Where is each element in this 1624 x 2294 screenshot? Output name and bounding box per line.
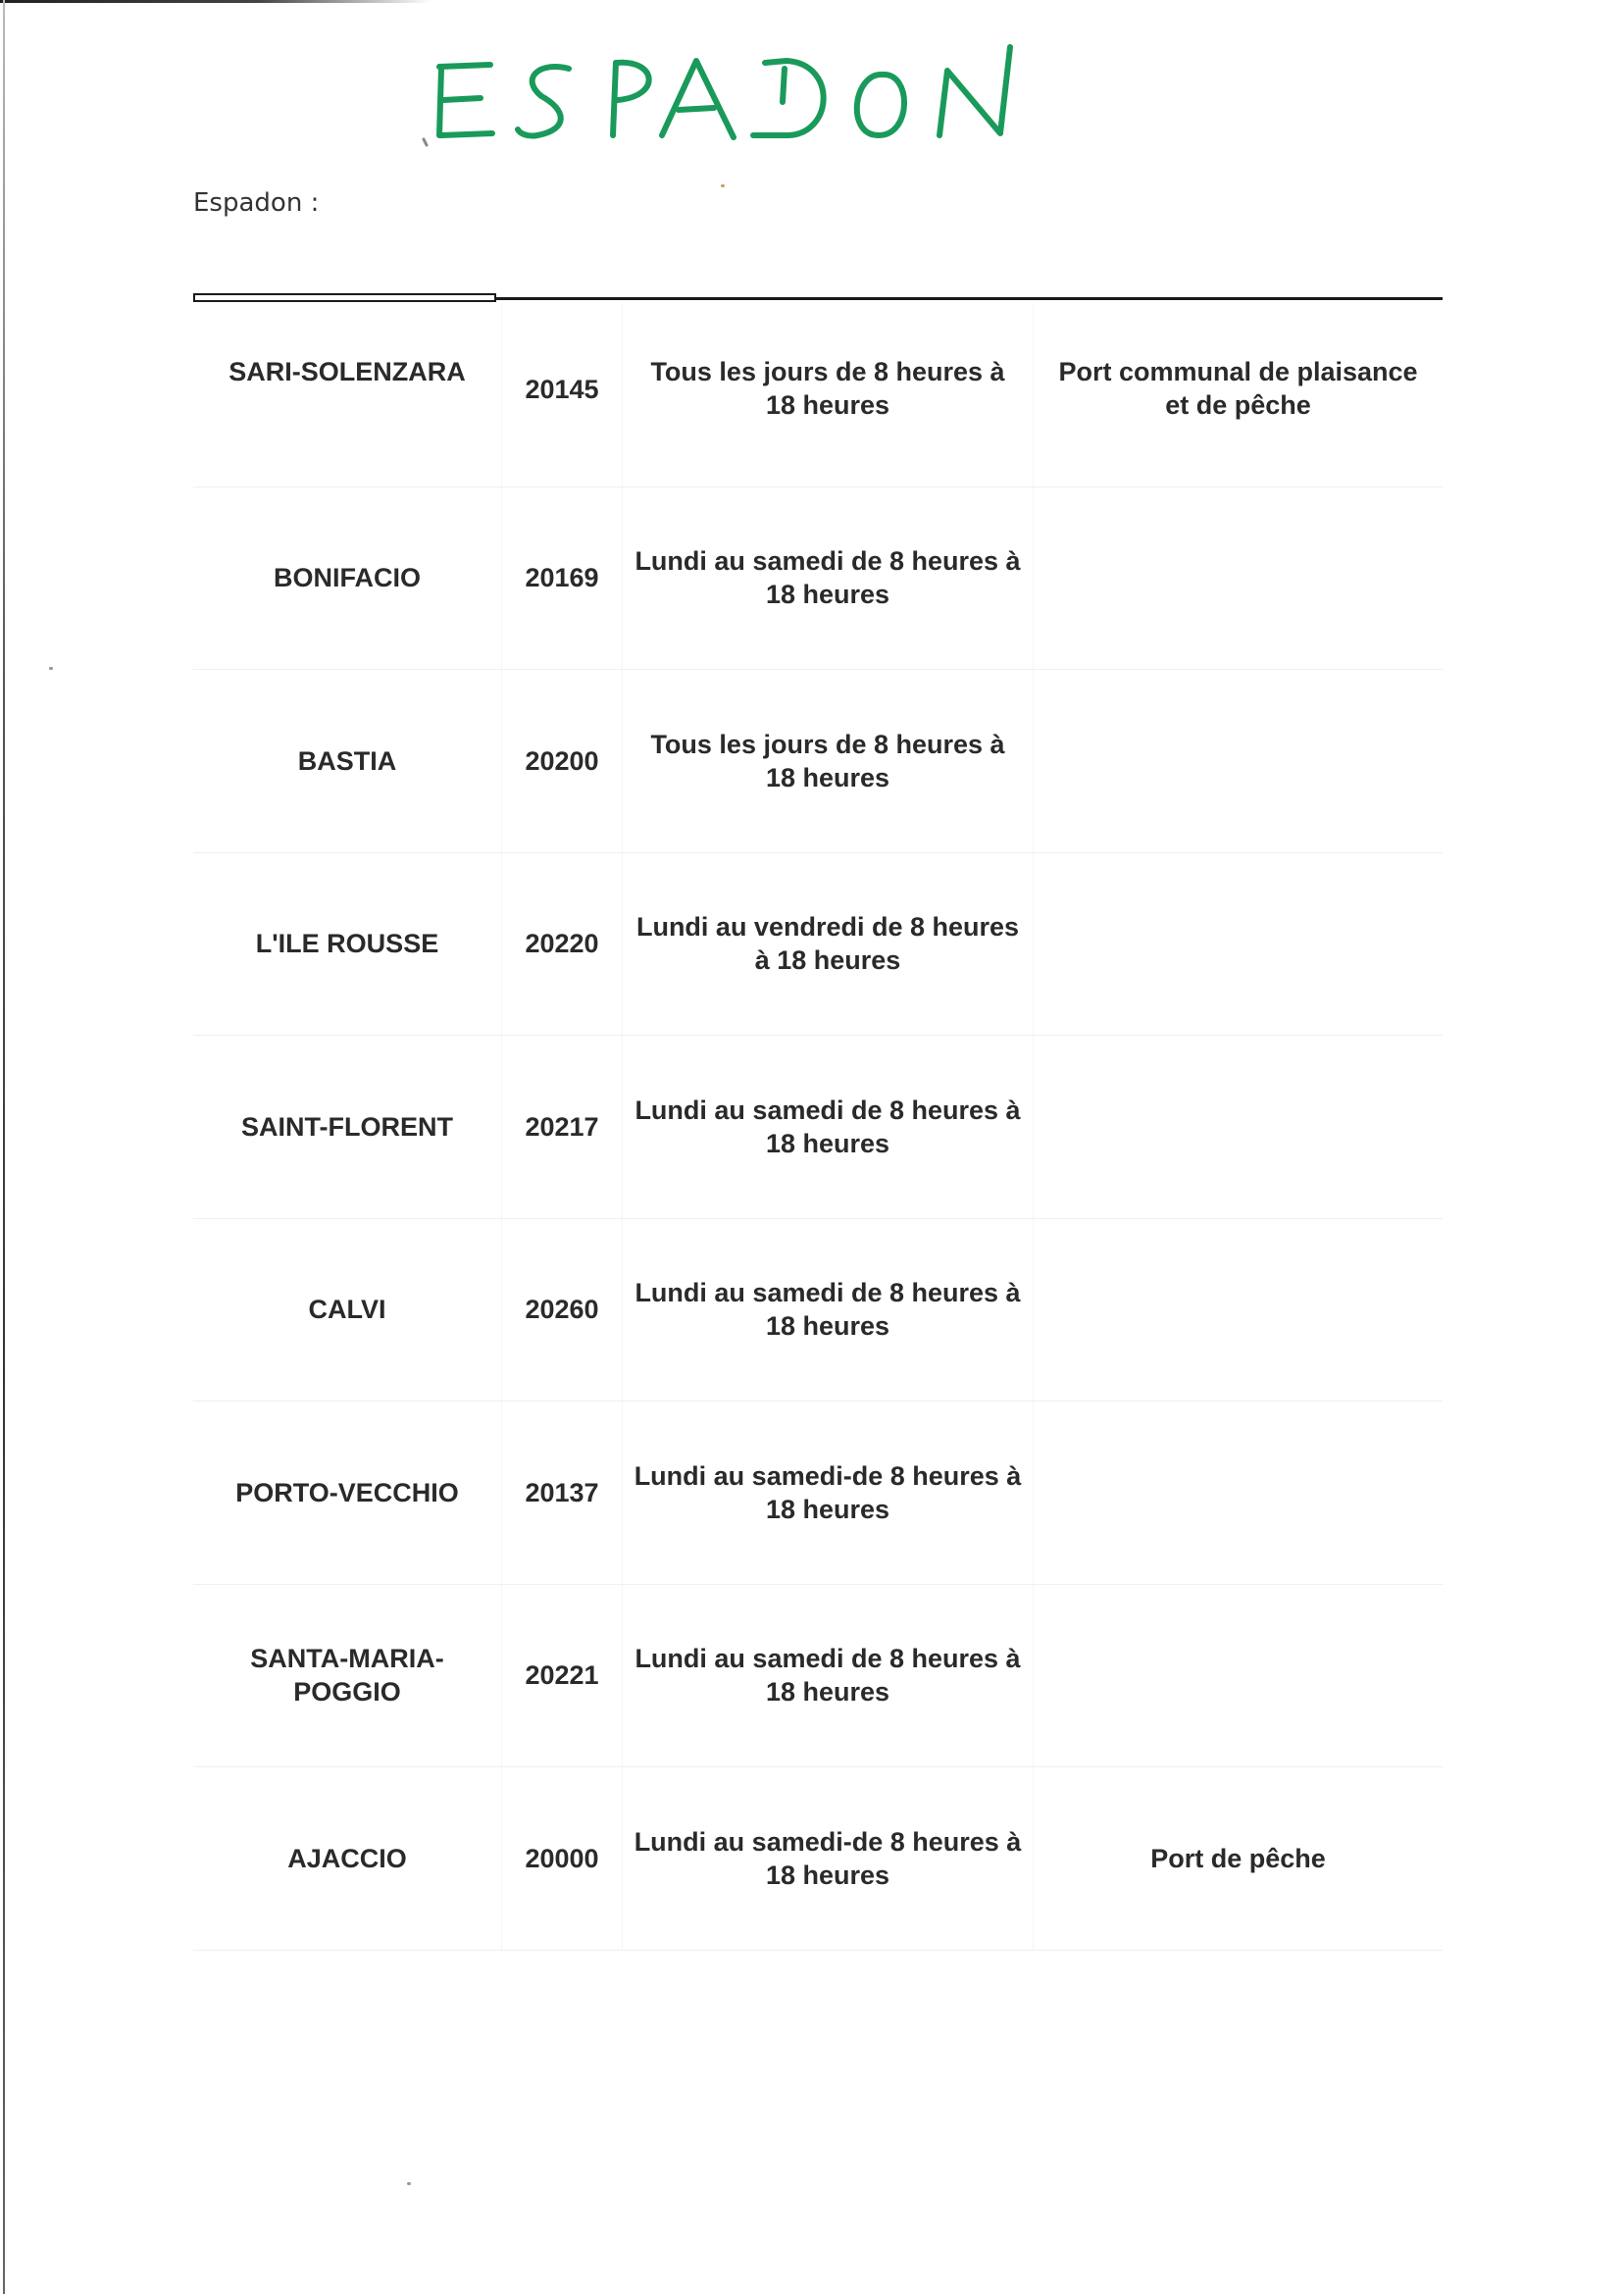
table-row (193, 1219, 1443, 1402)
zip-cell: 20200 (502, 670, 623, 852)
hours-cell: Tous les jours de 8 heures à 18 heures (623, 670, 1034, 852)
handwritten-title (422, 39, 1187, 147)
city-cell: BASTIA (193, 670, 502, 852)
table-row (193, 1036, 1443, 1219)
hours-cell: Lundi au samedi de 8 heures à 18 heures (623, 487, 1034, 670)
table-row (193, 1767, 1443, 1951)
zip-cell: 20220 (502, 853, 623, 1036)
handwritten-espadon-graphic (422, 39, 1187, 147)
note-cell (1034, 1036, 1443, 1218)
table-row (193, 670, 1443, 853)
table-row (193, 487, 1443, 671)
note-cell (1034, 1585, 1443, 1767)
hours-cell: Lundi au samedi-de 8 heures à 18 heures (623, 1402, 1034, 1584)
scan-speck (49, 667, 53, 670)
city-cell: SANTA-MARIA-POGGIO (193, 1585, 502, 1767)
zip-cell: 20145 (502, 304, 623, 486)
table-header-box (193, 293, 496, 302)
hours-cell: Lundi au samedi-de 8 heures à 18 heures (623, 1767, 1034, 1950)
city-cell: SARI-SOLENZARA (193, 304, 502, 486)
table-row (193, 304, 1443, 487)
hours-cell: Lundi au samedi de 8 heures à 18 heures (623, 1219, 1034, 1402)
zip-cell: 20221 (502, 1585, 623, 1767)
zip-cell: 20137 (502, 1402, 623, 1584)
note-cell: Port communal de plaisance et de pêche (1058, 357, 1418, 420)
scan-edge-left (3, 0, 5, 2294)
zip-cell: 20169 (502, 487, 623, 670)
scan-edge-top (0, 0, 431, 3)
note-cell: Port de pêche (1150, 1843, 1326, 1873)
hours-cell: Tous les jours de 8 heures à 18 heures (623, 304, 1034, 486)
hours-cell: Lundi au samedi de 8 heures à 18 heures (623, 1585, 1034, 1767)
zip-cell: 20217 (502, 1036, 623, 1218)
document-subtitle: Espadon : (193, 188, 320, 218)
city-cell: AJACCIO (193, 1767, 502, 1950)
table-row (193, 853, 1443, 1037)
table-row (193, 1402, 1443, 1585)
table-row (193, 1585, 1443, 1768)
city-cell: SAINT-FLORENT (193, 1036, 502, 1218)
scan-speck (407, 2182, 411, 2185)
note-cell (1034, 1402, 1443, 1584)
note-cell (1034, 1219, 1443, 1402)
city-cell: BONIFACIO (193, 487, 502, 670)
zip-cell: 20260 (502, 1219, 623, 1402)
note-cell (1034, 670, 1443, 852)
city-cell: CALVI (193, 1219, 502, 1402)
note-cell (1034, 487, 1443, 670)
city-cell: PORTO-VECCHIO (193, 1402, 502, 1584)
hours-cell: Lundi au vendredi de 8 heures à 18 heures (623, 853, 1034, 1036)
city-cell: L'ILE ROUSSE (193, 853, 502, 1036)
scan-speck (721, 184, 725, 187)
table-header-rule (494, 297, 1443, 300)
ports-table (193, 304, 1443, 1951)
note-cell (1034, 853, 1443, 1036)
zip-cell: 20000 (502, 1767, 623, 1950)
hours-cell: Lundi au samedi de 8 heures à 18 heures (623, 1036, 1034, 1218)
